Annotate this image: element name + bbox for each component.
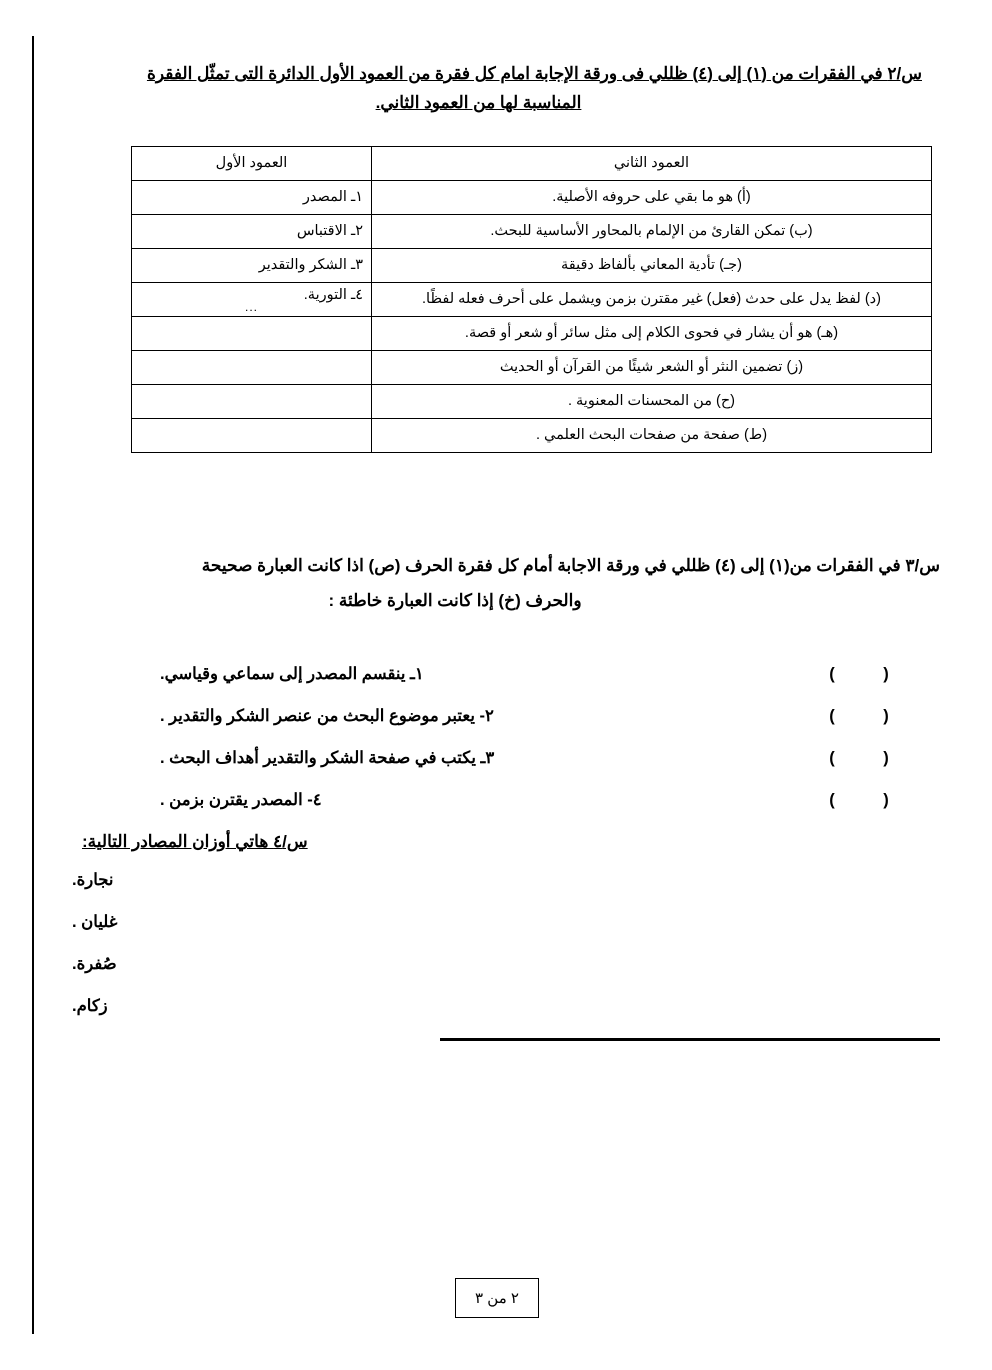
cell-first-column-empty bbox=[132, 384, 372, 418]
page-left-rule bbox=[32, 36, 34, 1334]
list-item: صُفرة. bbox=[72, 955, 117, 974]
cell-second-column: (ح) من المحسنات المعنوية . bbox=[372, 384, 932, 418]
cell-second-column: (ط) صفحة من صفحات البحث العلمي . bbox=[372, 418, 932, 452]
ellipsis-marks: ... bbox=[244, 300, 258, 315]
question-2-heading bbox=[60, 60, 940, 118]
question-2-heading-line1: س/٢ في الفقرات من (١) إلى (٤) ظللي فى ورقة الإجابة امام كل فقرة من العمود الأول الدائرة التى تمثّل الفقرة bbox=[146, 64, 922, 83]
page-content bbox=[60, 60, 940, 1041]
cell-second-column: (ز) تضمين النثر أو الشعر شيئًا من القرآن أو الحديث bbox=[372, 350, 932, 384]
list-item: نجارة. bbox=[72, 871, 114, 890]
cell-first-column-empty bbox=[132, 350, 372, 384]
page-number-box bbox=[455, 1278, 539, 1318]
cell-second-column: (جـ) تأدية المعاني بألفاظ دقيقة bbox=[372, 248, 932, 282]
answer-parentheses[interactable]: ( ) bbox=[829, 664, 911, 683]
table-row bbox=[132, 180, 932, 214]
cell-second-column: (د) لفظ يدل على حدث (فعل) غير مقترن بزمن ويشمل على أحرف فعله لفظًا. bbox=[372, 282, 932, 316]
answer-parentheses[interactable]: ( ) bbox=[829, 706, 911, 725]
page-number-label: ٢ من ٣ bbox=[475, 1290, 519, 1307]
cell-first-column bbox=[132, 282, 372, 316]
list-item: زكام. bbox=[72, 997, 108, 1016]
question-4-items bbox=[60, 870, 940, 1016]
column-header-first: العمود الأول bbox=[132, 146, 372, 180]
question-3-heading-line1: س/٣ في الفقرات من(١) إلى (٤) ظللي في ورقة الاجابة أمام كل فقرة الحرف (ص) اذا كانت العبارة صحيحة bbox=[201, 555, 940, 575]
table-row bbox=[132, 248, 932, 282]
cell-first-column: ٢ـ الاقتباس bbox=[132, 214, 372, 248]
statement-text: ١ـ ينقسم المصدر إلى سماعي وقياسي. bbox=[160, 665, 424, 684]
table-row bbox=[132, 316, 932, 350]
question-4-heading-wrap bbox=[60, 832, 940, 852]
question-2-heading-line2: المناسبة لها من العمود الثاني. bbox=[375, 92, 582, 112]
table-row bbox=[132, 350, 932, 384]
statement-text: ٣ـ يكتب في صفحة الشكر والتقدير أهداف البحث . bbox=[160, 749, 495, 768]
question-3-heading bbox=[60, 548, 940, 619]
cell-first-column: ١ـ المصدر bbox=[132, 180, 372, 214]
table-row bbox=[132, 384, 932, 418]
list-item bbox=[60, 664, 940, 684]
answer-divider-rule bbox=[440, 1038, 940, 1041]
answer-parentheses[interactable]: ( ) bbox=[829, 748, 911, 767]
list-item bbox=[60, 706, 940, 726]
table-header-row bbox=[132, 146, 932, 180]
statement-text: ٢- يعتبر موضوع البحث من عنصر الشكر والتقدير . bbox=[160, 707, 494, 726]
answer-parentheses[interactable]: ( ) bbox=[829, 790, 911, 809]
cell-first-column-empty bbox=[132, 418, 372, 452]
column-header-second: العمود الثاني bbox=[372, 146, 932, 180]
cell-first-column-empty bbox=[132, 316, 372, 350]
cell-second-column: (ب) تمكن القارئ من الإلمام بالمحاور الأساسية للبحث. bbox=[372, 214, 932, 248]
table-row bbox=[132, 418, 932, 452]
statement-text: ٤- المصدر يقترن بزمن . bbox=[160, 791, 322, 810]
cell-second-column: (أ) هو ما بقي على حروفه الأصلية. bbox=[372, 180, 932, 214]
list-item bbox=[60, 748, 940, 768]
cell-first-column-text: ٤ـ التورية. bbox=[303, 287, 363, 304]
cell-second-column: (هـ) هو أن يشار في فحوى الكلام إلى مثل سائر أو شعر أو قصة. bbox=[372, 316, 932, 350]
matching-table bbox=[131, 146, 932, 453]
cell-first-column: ٣ـ الشكر والتقدير bbox=[132, 248, 372, 282]
true-false-list bbox=[60, 664, 940, 810]
table-row bbox=[132, 214, 932, 248]
list-item: غليان . bbox=[72, 913, 118, 932]
question-4-heading: س/٤ هاتي أوزان المصادر التالية: bbox=[82, 832, 308, 852]
question-3-heading-line2: والحرف (خ) إذا كانت العبارة خاطئة : bbox=[328, 591, 582, 611]
table-row bbox=[132, 282, 932, 316]
list-item bbox=[60, 790, 940, 810]
